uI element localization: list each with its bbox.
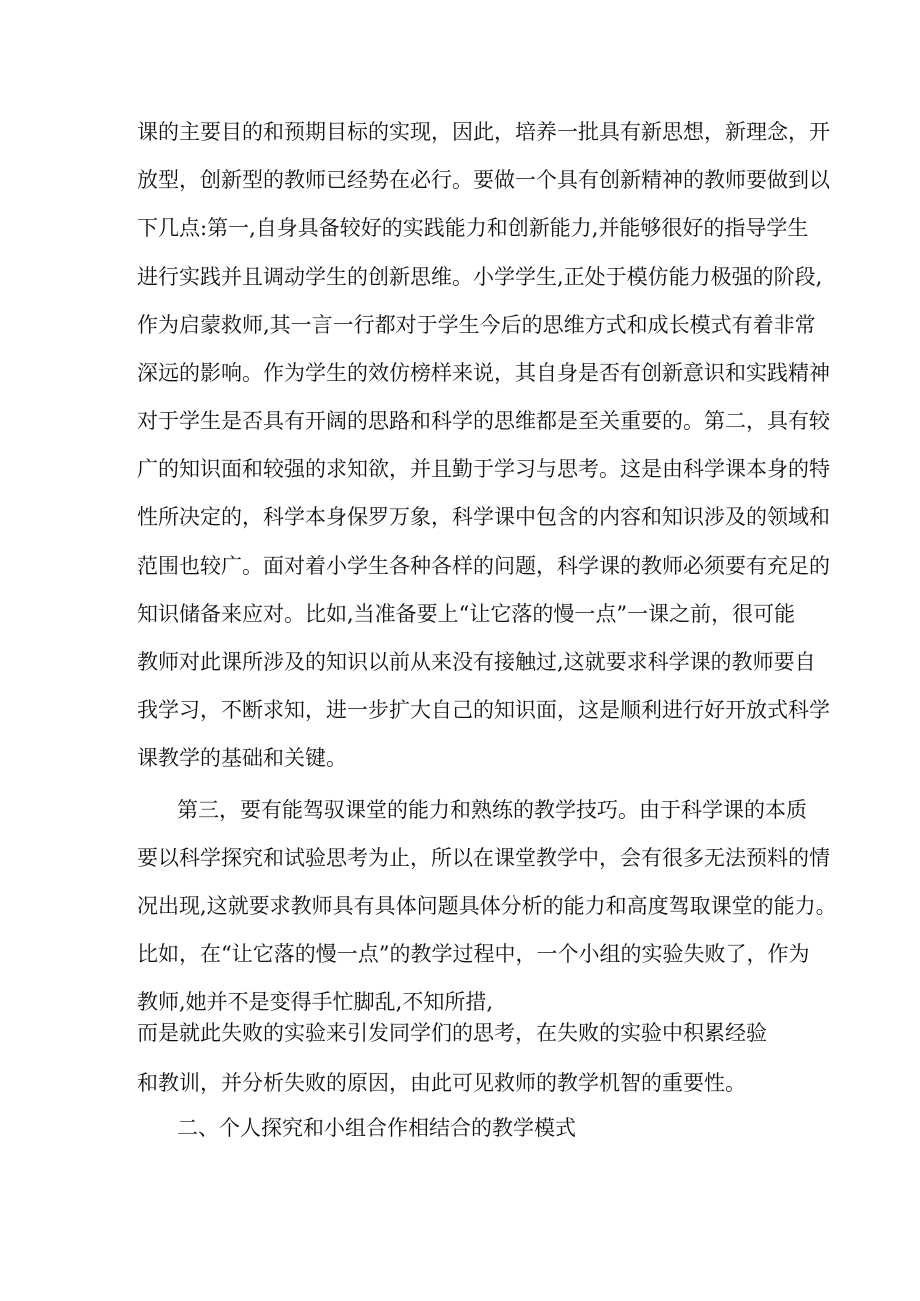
paragraph-line: 教师对此课所涉及的知识以前从来没有接触过,这就要求科学课的教师要自	[137, 650, 816, 674]
paragraph-line: 范围也较广。面对着小学生各种各样的问题，科学课的教师必须要有充足的	[137, 554, 830, 578]
paragraph-line: 课的主要目的和预期目标的实现，因此，培养一批具有新思想，新理念，开	[137, 120, 830, 144]
paragraph-line: 课教学的基础和关键。	[137, 746, 347, 770]
paragraph-line: 第三，要有能驾驭课堂的能力和熟练的教学技巧。由于科学课的本质	[177, 798, 807, 822]
paragraph-line: 况出现,这就要求教师具有具体问题具体分析的能力和高度驾取课堂的能力。	[137, 894, 837, 918]
paragraph-line: 性所决定的，科学本身保罗万象，科学课中包含的内容和知识涉及的领域和	[137, 505, 830, 529]
paragraph-line: 教师,她并不是变得手忙脚乱,不知所措,	[137, 990, 494, 1014]
paragraph-line: 比如，在“让它落的慢一点”的教学过程中，一个小组的实验失败了，作为	[137, 942, 810, 966]
paragraph-line: 进行实践并且调动学生的创新思维。小学学生,正处于模仿能力极强的阶段,	[137, 265, 823, 289]
paragraph-line: 广的知识面和较强的求知欲，并且勤于学习与思考。这是由科学课本身的特	[137, 457, 830, 481]
paragraph-line: 要以科学探究和试验思考为止，所以在课堂教学中，会有很多无法预料的情	[137, 846, 830, 870]
paragraph-line: 和教训，并分析失败的原因，由此可见救师的教学机智的重要性。	[137, 1071, 746, 1095]
paragraph-line: 深远的影响。作为学生的效仿榜样来说，其自身是否有创新意识和实践精神	[137, 361, 830, 385]
paragraph-line: 我学习，不断求知，进一步扩大自己的知识面，这是顺利进行好开放式科学	[137, 698, 830, 722]
paragraph-line: 而是就此失败的实验来引发同学们的思考，在失败的实验中积累经验	[137, 1021, 767, 1045]
paragraph-line: 放型，创新型的教师已经势在必行。要做一个具有创新精神的教师要做到以	[137, 168, 830, 192]
paragraph-line: 知识储备来应对。比如,当准备要上“让它落的慢一点”一课之前，很可能	[137, 602, 796, 626]
paragraph-line: 对于学生是否具有开阔的思路和科学的思维都是至关重要的。第二，具有较	[137, 409, 830, 433]
paragraph-line: 下几点:第一,自身具备较好的实践能力和创新能力,并能够很好的指导学生	[137, 216, 809, 240]
paragraph-line: 作为启蒙救师,其一言一行都对于学生今后的思维方式和成长模式有着非常	[137, 313, 816, 337]
section-heading: 二、个人探究和小组合作相结合的教学模式	[177, 1116, 576, 1140]
